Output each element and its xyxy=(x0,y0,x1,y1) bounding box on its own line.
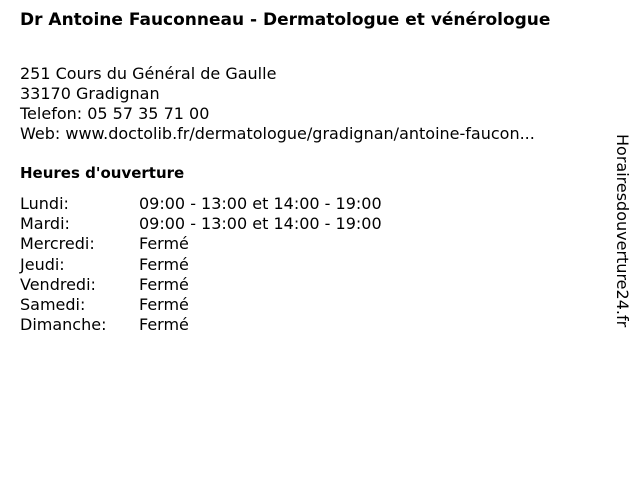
day-hours: Fermé xyxy=(139,234,189,254)
day-hours: 09:00 - 13:00 et 14:00 - 19:00 xyxy=(139,194,382,213)
day-label: Mercredi: xyxy=(20,234,95,254)
opening-hours-table xyxy=(20,194,382,335)
day-hours: Fermé xyxy=(139,274,189,294)
day-hours: Fermé xyxy=(139,254,189,274)
day-label: Vendredi: xyxy=(20,274,96,294)
hours-row-thursday xyxy=(20,255,382,275)
day-hours: 09:00 - 13:00 et 14:00 - 19:00 xyxy=(139,214,382,234)
opening-hours-heading: Heures d'ouverture xyxy=(20,164,185,182)
phone-number: Telefon: 05 57 35 71 00 xyxy=(20,104,210,123)
site-watermark: Horairesdouverture24.fr xyxy=(613,134,632,328)
contact-block xyxy=(20,64,535,144)
hours-row-sunday xyxy=(20,315,382,335)
hours-row-tuesday xyxy=(20,214,382,234)
day-label: Jeudi: xyxy=(20,254,65,274)
day-label: Dimanche: xyxy=(20,315,107,335)
hours-row-friday xyxy=(20,275,382,295)
day-hours: Fermé xyxy=(139,295,189,315)
hours-row-wednesday xyxy=(20,234,382,254)
day-label: Samedi: xyxy=(20,295,86,315)
postal-city: 33170 Gradignan xyxy=(20,84,160,103)
day-label: Mardi: xyxy=(20,214,70,234)
website-link[interactable]: Web: www.doctolib.fr/dermatologue/gradignan/antoine-faucon... xyxy=(20,124,535,143)
day-hours: Fermé xyxy=(139,315,189,335)
hours-row-monday xyxy=(20,194,382,214)
page-title: Dr Antoine Fauconneau - Dermatologue et vénérologue xyxy=(20,10,551,30)
street-address: 251 Cours du Général de Gaulle xyxy=(20,64,277,83)
hours-row-saturday xyxy=(20,295,382,315)
day-label: Lundi: xyxy=(20,194,69,213)
